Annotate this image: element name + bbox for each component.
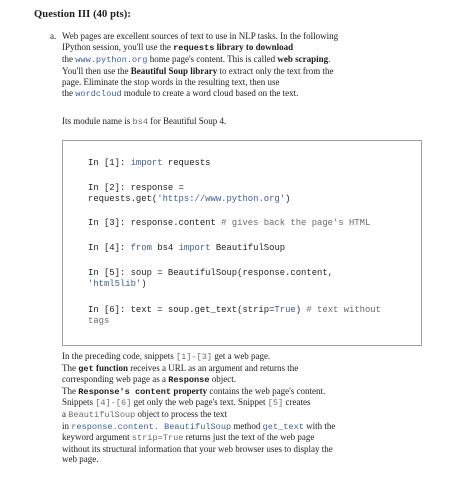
explanation-line-8: keyword argument strip=True returns just the text of the web page [62, 432, 315, 444]
code-cell-6: In [6]: text = soup.get_text(strip=True) # text without tags [88, 305, 381, 327]
code-cell-5: In [5]: soup = BeautifulSoup(response.content, 'html5lib') [88, 268, 333, 290]
inline-code: wordcloud [75, 88, 122, 99]
code-cell-4: In [4]: from bs4 import BeautifulSoup [88, 243, 286, 253]
intro-line-2: IPython session, you'll use the requests library to download [62, 41, 294, 53]
explanation-line-3: corresponding web page as a Response object. [62, 374, 236, 386]
explanation-line-6: a BeautifulSoup object to process the text [62, 408, 228, 420]
intro-line-4: You'll then use the Beautiful Soup library to extract only the text from the [62, 65, 334, 76]
inline-code: bs4 [132, 117, 148, 127]
item-marker: a. [50, 31, 57, 41]
intro-line-1: Web pages are excellent sources of text to use in NLP tasks. In the following [62, 31, 339, 41]
code-cell-3: In [3]: response.content # gives back the page's HTML [88, 218, 371, 228]
intro-paragraph [62, 31, 418, 99]
explanation-line-5: Snippets [4]-[6] get only the web page's text. Snippet [5] creates [62, 397, 311, 409]
explanation-line-4: The Response's content property contains the web page's content. [62, 385, 326, 397]
explanation-line-9: without its structural information that your web browser uses to display the [62, 443, 333, 454]
intro-line-6: the wordcloud module to create a word cloud based on the text. [62, 87, 299, 99]
question-title: Question III (40 pts): [34, 9, 132, 20]
explanation-line-7: in response.content. BeautifulSoup method get_text with the [62, 420, 336, 432]
inline-code: requests [173, 42, 215, 53]
intro-line-5: page. Eliminate the stop words in the resulting text, then use [62, 76, 280, 87]
explanation-line-2: The get function receives a URL as an argument and returns the [62, 362, 299, 374]
code-cell-1: In [1]: import requests [88, 158, 211, 168]
explanation-line-1: In the preceding code, snippets [1]-[3] get a web page. [62, 351, 271, 362]
inline-code: www.python.org [75, 54, 148, 65]
module-line: Its module name is bs4 for Beautiful Soup 4. [62, 116, 227, 127]
explanation-paragraph [62, 351, 418, 465]
code-cell-2: In [2]: response = requests.get('https://www.python.org') [88, 183, 291, 205]
explanation-line-10: web page. [62, 454, 99, 465]
intro-line-3: the www.python.org home page's content. This is called web scraping. [62, 53, 331, 65]
